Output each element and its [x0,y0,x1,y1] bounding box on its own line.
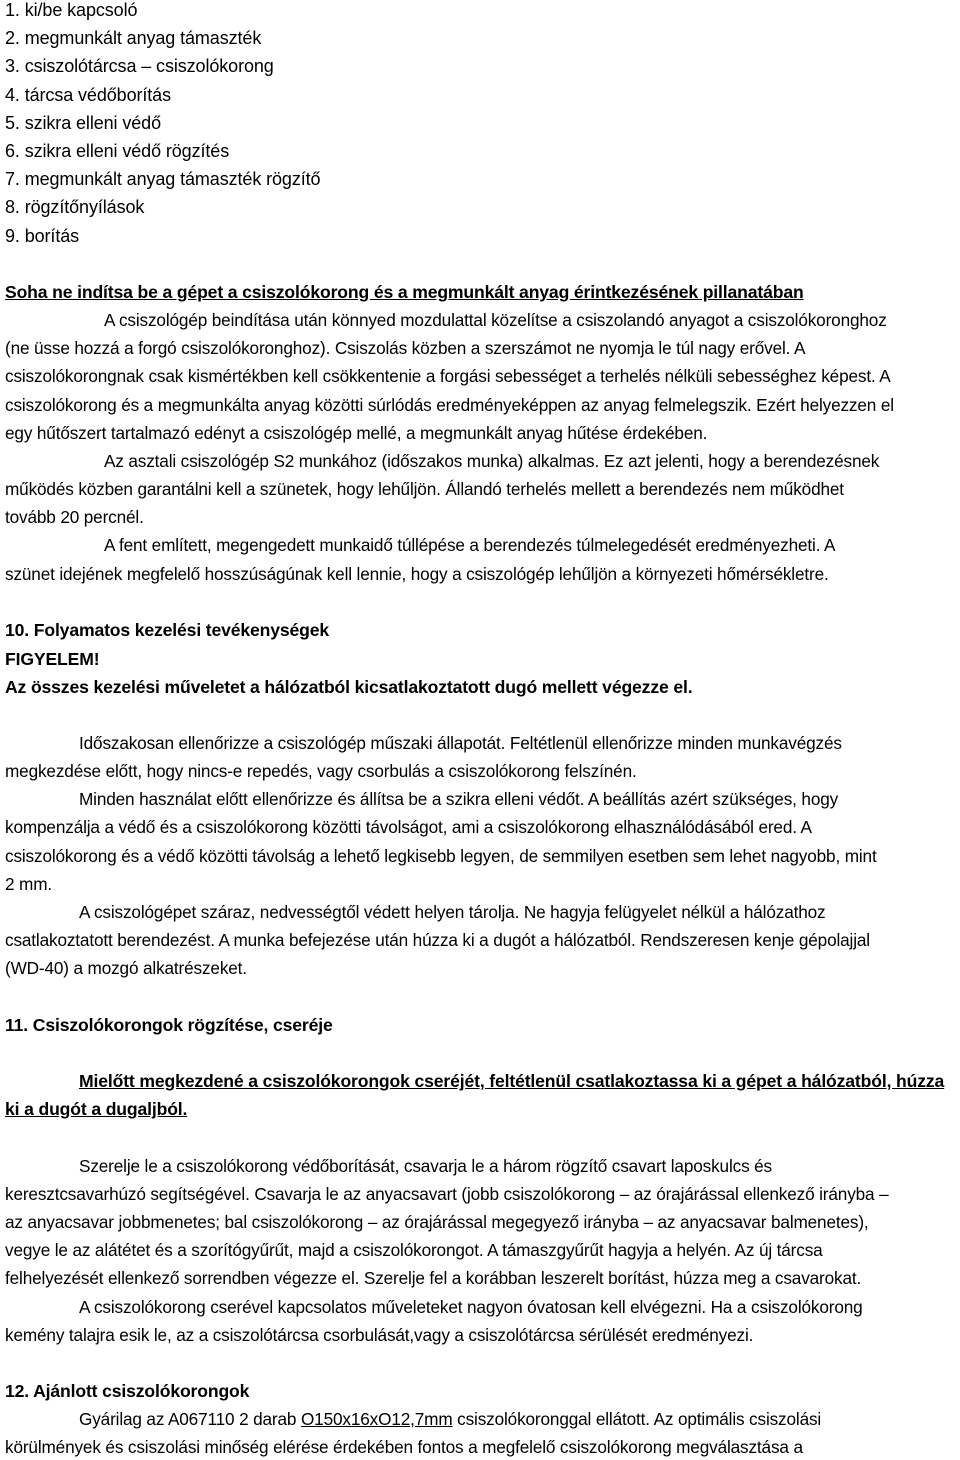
paragraph-line: (WD-40) a mozgó alkatrészeket. [5,958,247,978]
paragraph-line: keresztcsavarhúzó segítségével. Csavarja le az anyacsavart (jobb csiszolókorong – az órajárással ellenkező irányba – [5,1184,889,1204]
paragraph-line: megkezdése előtt, hogy nincs-e repedés, vagy csorbulás a csiszolókorong felszínén. [5,761,637,781]
warning-text: Az összes kezelési műveletet a hálózatból kicsatlakoztatott dugó mellett végezze el. [5,677,693,697]
list-item: 5. szikra elleni védő [5,112,161,133]
section-12-title: 12. Ajánlott csiszolókorongok [5,1381,250,1401]
paragraph-line: A fent említett, megengedett munkaidő túllépése a berendezés túlmelegedését eredményezheti. A [104,535,836,555]
paragraph-line: csatlakoztatott berendezést. A munka befejezése után húzza ki a dugót a hálózatból. Rendszeresen kenje gépolajjal [5,930,870,950]
paragraph-line: (ne üsse hozzá a forgó csiszolókoronghoz). Csiszolás közben a szerszámot ne nyomja le túl nagy erővel. A [5,338,806,358]
list-item: 1. ki/be kapcsoló [5,0,138,20]
warning-text: Mielőtt megkezdené a csiszolókorongok cseréjét, feltétlenül csatlakoztassa ki a gépet a hálózatból, húzza [79,1071,945,1091]
paragraph-line: Az asztali csiszológép S2 munkához (időszakos munka) alkalmas. Ez azt jelenti, hogy a berendezésnek [104,451,880,471]
paragraph-line: tovább 20 percnél. [5,507,144,527]
text-span: csiszolókoronggal ellátott. Az optimális csiszolási [452,1409,822,1429]
section-11-title: 11. Csiszolókorongok rögzítése, cseréje [5,1015,333,1035]
paragraph-line: az anyacsavar jobbmenetes; bal csiszolókorong – az órajárással megegyező irányba – az anyacsavar balmenetes), [5,1212,869,1232]
list-item: 9. borítás [5,225,80,246]
paragraph-line [79,1408,821,1430]
list-item: 2. megmunkált anyag támaszték [5,28,262,49]
paragraph-line: A csiszolókorong cserével kapcsolatos műveleteket nagyon óvatosan kell elvégezni. Ha a csiszolókorong [79,1297,863,1317]
list-item: 7. megmunkált anyag támaszték rögzítő [5,169,321,190]
list-item: 8. rögzítőnyílások [5,197,145,218]
text-span: Gyárilag az A067110 2 darab [79,1409,301,1429]
list-item: 6. szikra elleni védő rögzítés [5,141,230,162]
paragraph-line: egy hűtőszert tartalmazó edényt a csiszológép mellé, a megmunkált anyag hűtése érdekében. [5,423,708,443]
paragraph-line: szünet idejének megfelelő hosszúságúnak kell lennie, hogy a csiszológép lehűljön a környezeti hőmérsékletre. [5,564,829,584]
paragraph-line: Időszakosan ellenőrizze a csiszológép műszaki állapotát. Feltétlenül ellenőrizze minden munkavégzés [79,733,842,753]
paragraph-line: csiszolókorong és a megmunkálta anyag közötti súrlódás eredményeképpen az anyag felmelegszik. Ezért helyezzen el [5,395,894,415]
paragraph-line: kompenzálja a védő és a csiszolókorong közötti távolságot, ami a csiszolókorong elhasználódásából ered. A [5,817,812,837]
paragraph-line: A csiszológép beindítása után könnyed mozdulattal közelítse a csiszolandó anyagot a csiszolókoronghoz [104,310,887,330]
paragraph-line: vegye le az alátétet és a szorítógyűrűt, majd a csiszolókorongot. A támaszgyűrűt hagyja a helyén. Az új tárcsa [5,1240,823,1260]
paragraph-line: csiszolókorong és a védő közötti távolság a lehető legkisebb legyen, de semmilyen esetben sem lehet nagyobb, mint [5,846,877,866]
section-10-title: 10. Folyamatos kezelési tevékenységek [5,620,330,640]
safety-heading: Soha ne indítsa be a gépet a csiszolókorong és a megmunkált anyag érintkezésének pillanatában [5,282,804,302]
paragraph-line: Minden használat előtt ellenőrizze és állítsa be a szikra elleni védőt. A beállítás azért szükséges, hogy [79,789,839,809]
list-item: 3. csiszolótárcsa – csiszolókorong [5,56,274,77]
list-item: 4. tárcsa védőborítás [5,84,171,105]
paragraph-line: körülmények és csiszolási minőség elérése érdekében fontos a megfelelő csiszolókorong megválasztása a [5,1437,803,1457]
wheel-spec-link[interactable]: O150x16xO12,7mm [300,1409,453,1429]
paragraph-line: csiszolókorongnak csak kismértékben kell csökkentenie a forgási sebességet a terhelés nélküli sebességhez képest. A [5,366,891,386]
paragraph-line: Szerelje le a csiszolókorong védőborítását, csavarja le a három rögzítő csavart laposkulcs és [79,1156,772,1176]
warning-text: ki a dugót a dugaljból. [5,1099,188,1119]
warning-label: FIGYELEM! [5,649,100,669]
paragraph-line: működés közben garantálni kell a szünetek, hogy lehűljön. Állandó terhelés mellett a berendezés nem működhet [5,479,844,499]
paragraph-line: felhelyezését ellenkező sorrendben végezze el. Szerelje fel a korábban leszerelt borítást, húzza meg a csavarokat. [5,1268,862,1288]
paragraph-line: kemény talajra esik le, az a csiszolótárcsa csorbulását,vagy a csiszolótárcsa sérülését eredményezi. [5,1325,754,1345]
paragraph-line: 2 mm. [5,874,52,894]
paragraph-line: A csiszológépet száraz, nedvességtől védett helyen tárolja. Ne hagyja felügyelet nélkül a hálózathoz [79,902,826,922]
parts-list [5,0,320,250]
